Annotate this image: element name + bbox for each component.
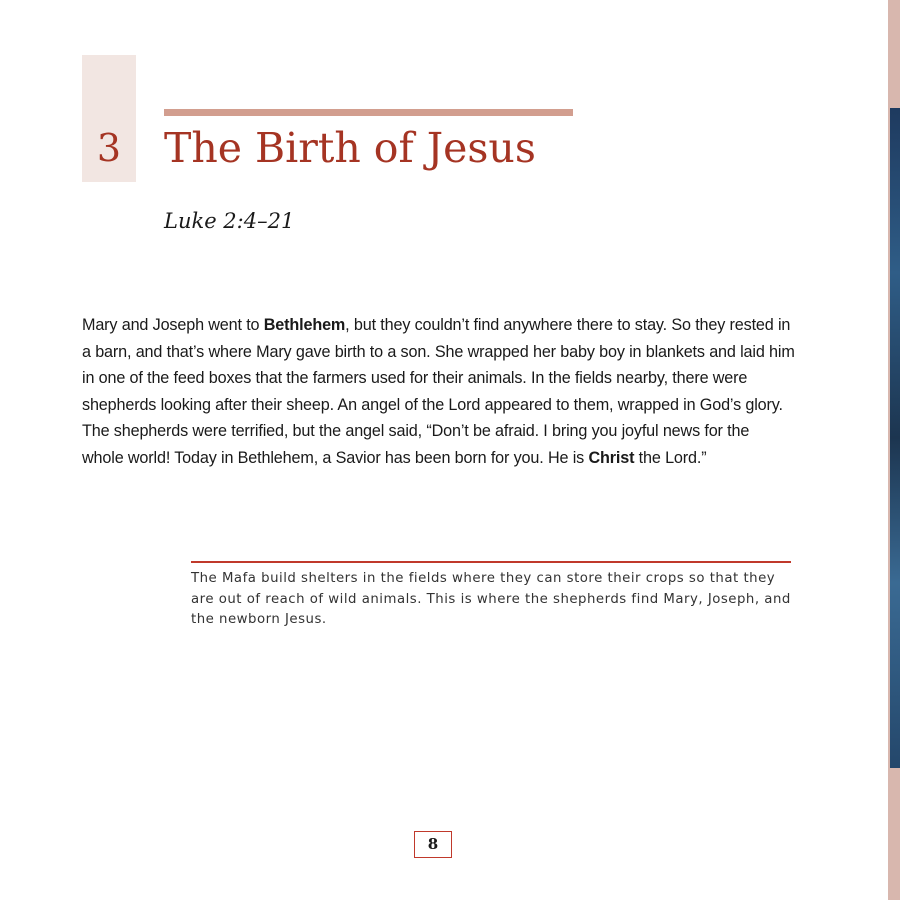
chapter-title: The Birth of Jesus xyxy=(164,124,536,172)
scripture-reference: Luke 2:4–21 xyxy=(164,209,295,233)
story-text: Mary and Joseph went to xyxy=(82,316,264,334)
story-paragraph xyxy=(82,312,795,472)
chapter-number: 3 xyxy=(96,126,122,170)
story-text: , but they couldn’t find anywhere there to stay. So they rested in a barn, and that’s where Mary gave birth to a son. She wrapped her baby boy in blankets and laid him in one of the feed boxes that the farmers used for their animals. In the fields nearby, there were shepherds looking after their sheep. An angel of the Lord appeared to them, wrapped in God’s glory. The shepherds were terrified, but the angel said, “Don’t be afraid. I bring you joyful news for the whole world! Today in Bethlehem, a Savior has been born for you. He is xyxy=(82,316,795,467)
page-number: 8 xyxy=(414,831,452,858)
story-text: the Lord.” xyxy=(634,448,707,467)
caption-rule xyxy=(191,561,791,563)
illustration-caption: The Mafa build shelters in the fields where they can store their crops so that they are out of reach of wild animals. This is where the shepherds find Mary, Joseph, and the newborn Jesus. xyxy=(191,571,791,627)
title-rule xyxy=(164,109,573,116)
facing-page-illustration-edge xyxy=(890,108,900,768)
story-keyword-bethlehem: Bethlehem xyxy=(263,316,346,334)
story-keyword-christ: Christ xyxy=(588,448,635,467)
